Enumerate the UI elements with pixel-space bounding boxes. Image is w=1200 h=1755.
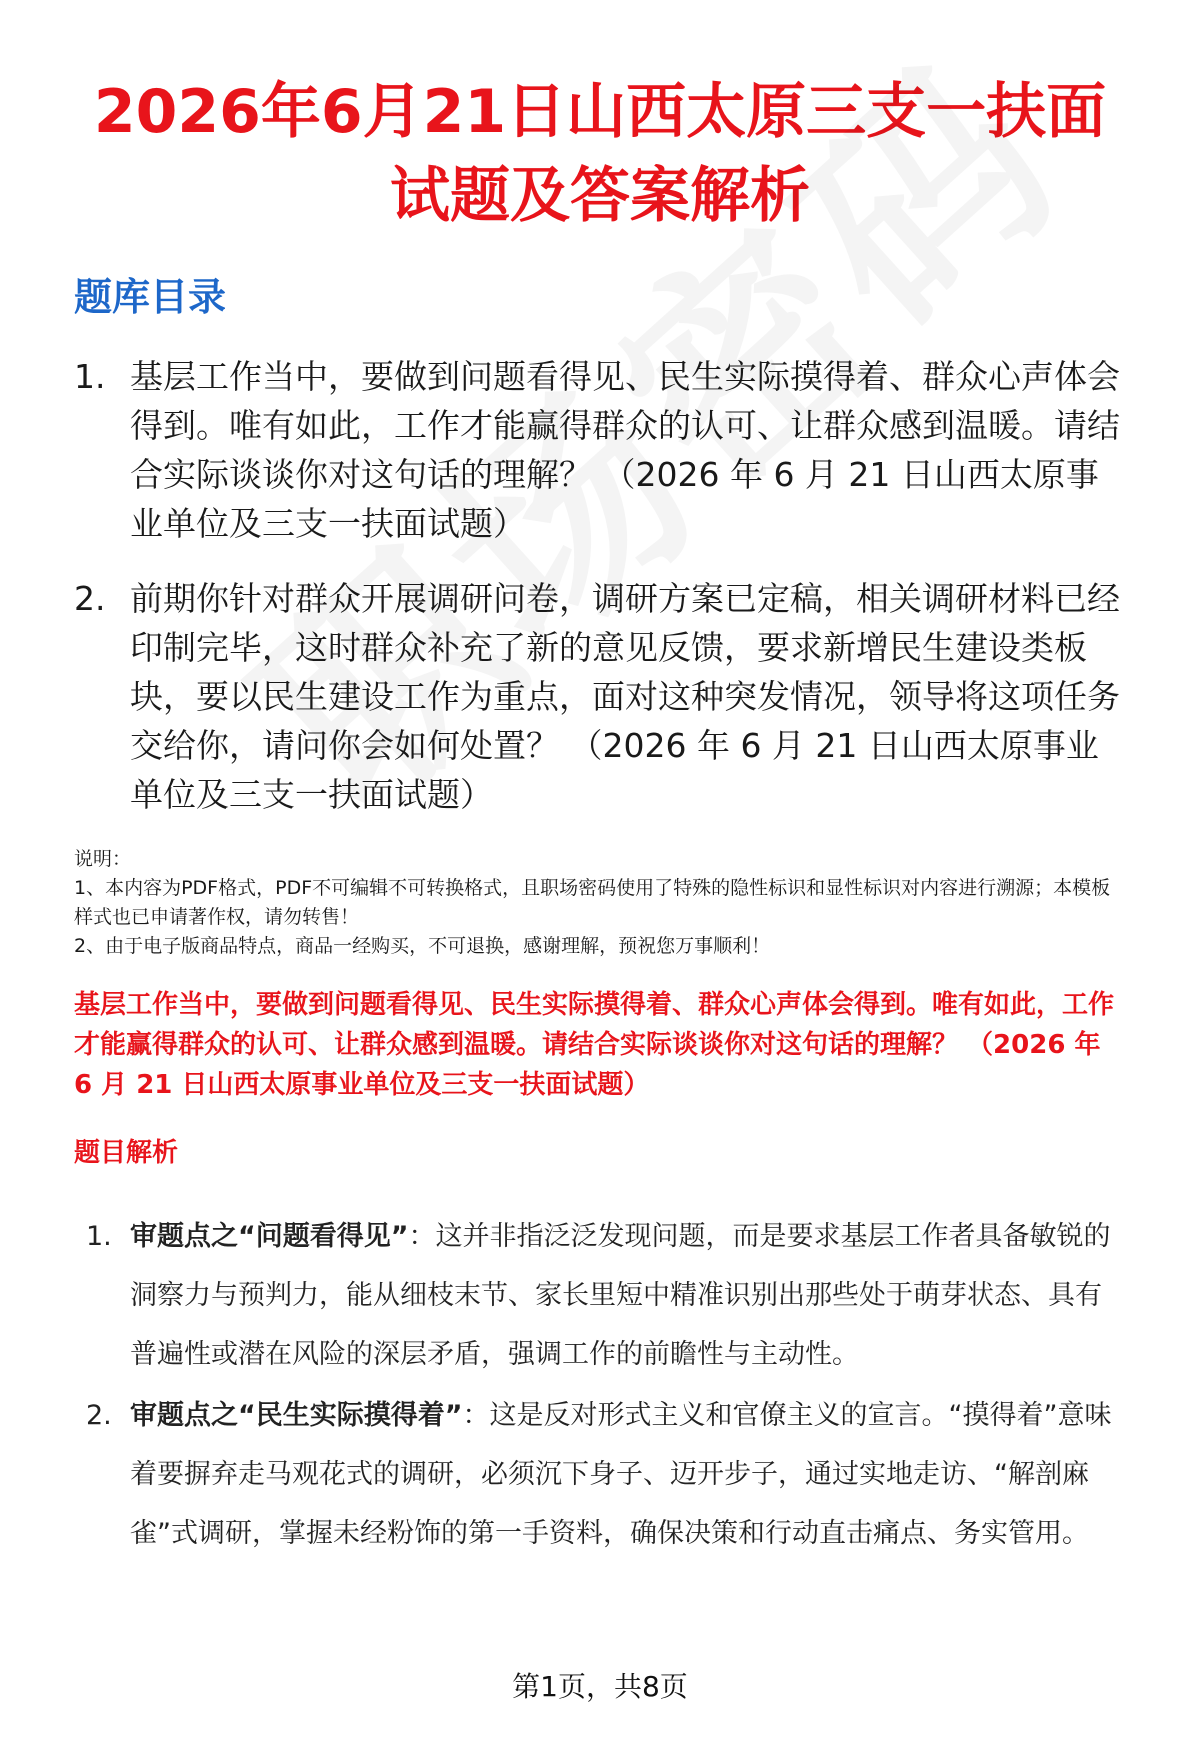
note-line-2: 2、由于电子版商品特点，商品一经购买，不可退换，感谢理解，预祝您万事顺利！ (74, 935, 771, 957)
toc-item-2[interactable] (74, 574, 1126, 819)
toc-item-text: 基层工作当中，要做到问题看得见、民生实际摸得着、群众心声体会得到。唯有如此，工作才能赢得群众的认可、让群众感到温暖。请结合实际谈谈你对这句话的理解？ （2026 年 6 月 21 日山西太原事业单位及三支一扶面试题） (130, 357, 1120, 543)
note-line-1: 1、本内容为PDF格式，PDF不可编辑不可转换格式，且职场密码使用了特殊的隐性标识和显性标识对内容进行溯源；本模板样式也已申请著作权，请勿转售！ (74, 877, 1111, 928)
toc-item-1[interactable] (74, 352, 1126, 548)
toc-list (74, 352, 1126, 819)
toc-item-text: 前期你针对群众开展调研问卷，调研方案已定稿，相关调研材料已经印制完毕，这时群众补充了新的意见反馈，要求新增民生建设类板块，要以民生建设工作为重点，面对这种突发情况，领导将这项任务交给你，请问你会如何处置？ （2026 年 6 月 21 日山西太原事业单位及三支一扶面试题） (130, 579, 1120, 814)
analysis-item-text: ：这并非指泛泛发现问题，而是要求基层工作者具备敏锐的洞察力与预判力，能从细枝末节、家长里短中精准识别出那些处于萌芽状态、具有普遍性或潜在风险的深层矛盾，强调工作的前瞻性与主动性。 (130, 1221, 1111, 1370)
analysis-list (74, 1207, 1126, 1563)
analysis-item-body (130, 1386, 1126, 1563)
toc-item-number: 1. (74, 357, 106, 396)
page-title: 2026年6月21日山西太原三支一扶面试题及答案解析 (93, 77, 1107, 231)
page-number: 第1页，共8页 (512, 1670, 688, 1703)
disclaimer-note (74, 845, 1126, 961)
analysis-item-number: 1. (86, 1221, 112, 1252)
toc-item-number: 2. (74, 579, 106, 618)
note-heading: 说明： (74, 848, 132, 870)
analysis-item-2 (74, 1386, 1126, 1563)
question-title: 基层工作当中，要做到问题看得见、民生实际摸得着、群众心声体会得到。唯有如此，工作才能赢得群众的认可、让群众感到温暖。请结合实际谈谈你对这句话的理解？ （2026 年 6 月 21 日山西太原事业单位及三支一扶面试题） (74, 990, 1115, 1100)
analysis-item-body (130, 1207, 1126, 1384)
analysis-item-text: ：这是反对形式主义和官僚主义的宣言。“摸得着”意味着要摒弃走马观花式的调研，必须沉下身子、迈开步子，通过实地走访、“解剖麻雀”式调研，掌握未经粉饰的第一手资料，确保决策和行动直击痛点、务实管用。 (130, 1400, 1112, 1549)
analysis-item-lead: 审题点之“问题看得见” (130, 1221, 409, 1252)
analysis-item-lead: 审题点之“民生实际摸得着” (130, 1400, 463, 1431)
analysis-item-number: 2. (86, 1400, 112, 1431)
toc-heading: 题库目录 (74, 275, 227, 319)
analysis-item-1 (74, 1207, 1126, 1384)
analysis-heading: 题目解析 (74, 1138, 179, 1168)
